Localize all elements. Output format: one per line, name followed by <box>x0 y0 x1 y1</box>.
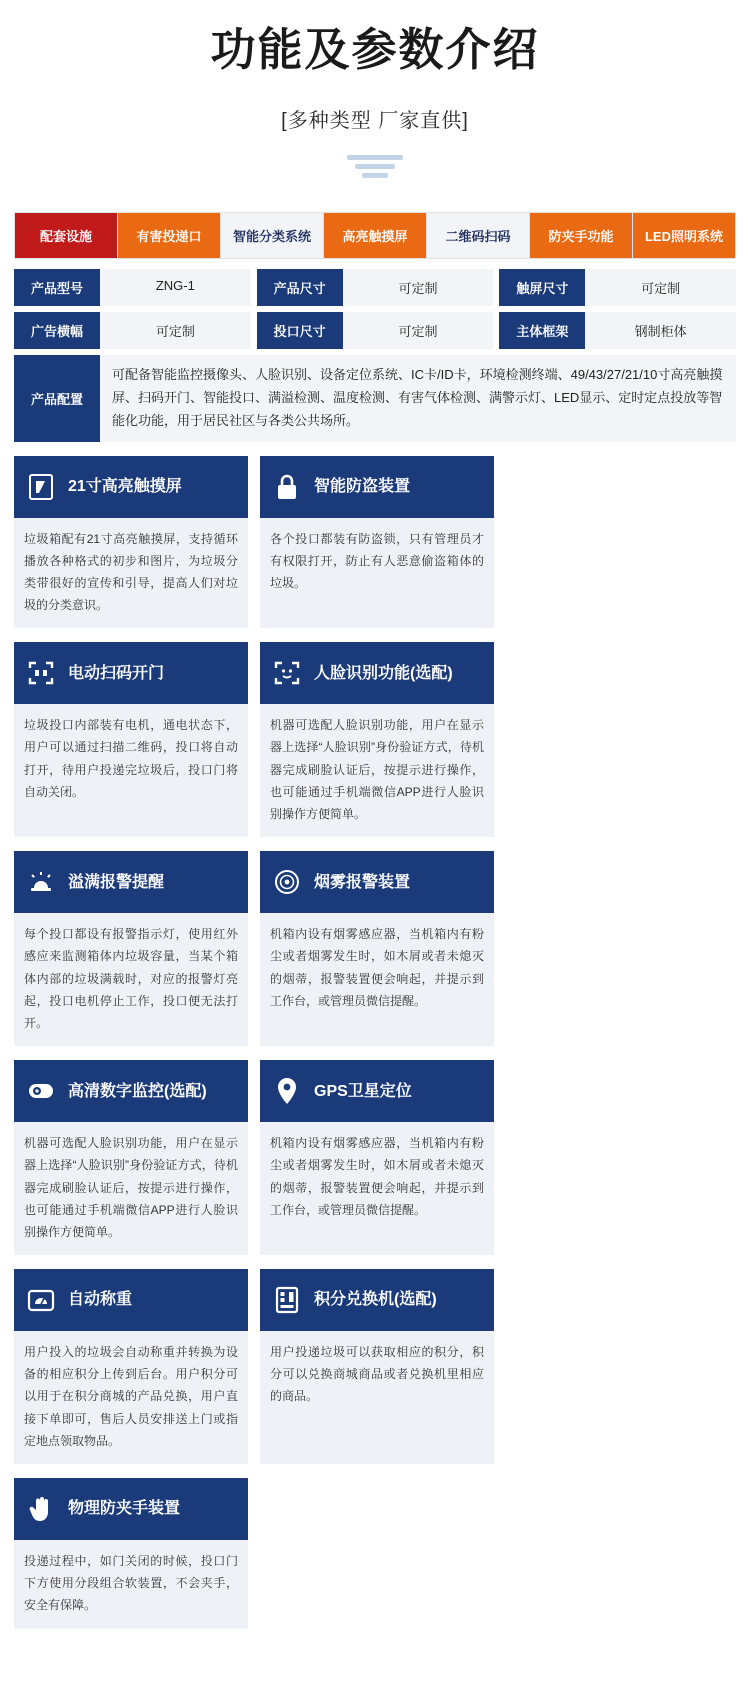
spec-row-1 <box>14 269 736 306</box>
vending-machine-icon <box>270 1283 304 1317</box>
feature-card-header <box>260 1269 494 1331</box>
feature-tag-2: 智能分类系统 <box>221 213 324 258</box>
feature-card <box>14 456 248 629</box>
lock-icon <box>270 470 304 504</box>
feature-card-header <box>260 642 494 704</box>
spec-table <box>14 269 736 441</box>
feature-tag-0: 配套设施 <box>15 213 118 258</box>
feature-card-title: 积分兑换机(选配) <box>314 1291 437 1309</box>
feature-card-header <box>260 851 494 913</box>
feature-card-header <box>14 1060 248 1122</box>
face-id-icon <box>270 656 304 690</box>
feature-tag-5: 防夹手功能 <box>530 213 633 258</box>
feature-card <box>260 1060 494 1255</box>
feature-card-header <box>260 456 494 518</box>
spec-item-screen-size <box>499 269 736 306</box>
feature-card-header <box>260 1060 494 1122</box>
screen-icon <box>24 470 58 504</box>
feature-card <box>260 642 494 837</box>
feature-card-header <box>14 1478 248 1540</box>
feature-card-title: 自动称重 <box>68 1291 133 1309</box>
feature-card-body: 每个投口都设有报警指示灯，使用红外感应来监测箱体内垃圾容量，当某个箱体内部的垃圾满载时，对应的报警灯亮起，投口电机停止工作，投口便无法打开。 <box>24 927 238 1030</box>
page-subtitle: [多种类型 厂家直供] <box>281 110 469 133</box>
spec-key: 产品型号 <box>14 269 100 306</box>
feature-card <box>14 1478 248 1629</box>
feature-card-title: 高清数字监控(选配) <box>68 1082 207 1100</box>
spec-item-banner <box>14 312 251 349</box>
feature-card-title: 人脸识别功能(选配) <box>314 664 453 682</box>
feature-card <box>14 1060 248 1255</box>
spec-item-configuration <box>14 355 736 441</box>
feature-card-body: 投递过程中，如门关闭的时候，投口门下方使用分段组合软装置，不会夹手，安全有保障。 <box>24 1554 238 1613</box>
feature-card-body: 机器可选配人脸识别功能，用户在显示器上选择“人脸识别”身份验证方式，待机器完成刷脸认证后，按提示进行操作，也可能通过手机端微信APP进行人脸识别操作方便简单。 <box>24 1136 238 1239</box>
spec-item-opening-size <box>257 312 494 349</box>
spec-item-frame <box>499 312 736 349</box>
scale-icon <box>24 1283 58 1317</box>
feature-card <box>14 1269 248 1464</box>
feature-card-header <box>14 642 248 704</box>
feature-card-body: 用户投入的垃圾会自动称重并转换为设备的相应积分上传到后台。用户积分可以用于在积分商城的产品兑换，用户直接下单即可，售后人员安排送上门或指定地点领取物品。 <box>24 1345 238 1448</box>
feature-card-title: 智能防盗装置 <box>314 477 411 495</box>
feature-card <box>260 456 494 629</box>
spec-item-product-size <box>257 269 494 306</box>
spec-key: 投口尺寸 <box>257 312 343 349</box>
spec-key: 触屏尺寸 <box>499 269 585 306</box>
feature-card-body: 各个投口都装有防盗锁，只有管理员才有权限打开，防止有人恶意偷盗箱体的垃圾。 <box>270 531 484 590</box>
feature-card-body: 机箱内设有烟雾感应器，当机箱内有粉尘或者烟雾发生时，如木屑或者未熄灭的烟蒂，报警装置便会响起，并提示到工作台，或管理员微信提醒。 <box>270 1136 484 1217</box>
spec-value: 可定制 <box>343 312 494 349</box>
feature-tag-6: LED照明系统 <box>633 213 735 258</box>
spec-value: ZNG-1 <box>100 269 251 306</box>
feature-tag-3: 高亮触摸屏 <box>324 213 427 258</box>
feature-tag-strip <box>14 212 736 259</box>
spec-key: 主体框架 <box>499 312 585 349</box>
alarm-light-icon <box>24 865 58 899</box>
scan-icon <box>24 656 58 690</box>
feature-card-body: 垃圾箱配有21寸高亮触摸屏，支持循环播放各种格式的初步和图片，为垃圾分类带很好的宣传和引导，提高人们对垃圾的分类意识。 <box>24 531 238 613</box>
feature-card-title: 电动扫码开门 <box>68 664 165 682</box>
spec-key: 产品尺寸 <box>257 269 343 306</box>
feature-tag-4: 二维码扫码 <box>427 213 530 258</box>
smoke-detector-icon <box>270 865 304 899</box>
spec-key: 产品配置 <box>14 355 100 441</box>
spec-row-3 <box>14 355 736 441</box>
cctv-camera-icon <box>24 1074 58 1108</box>
spec-row-2 <box>14 312 736 349</box>
feature-card-title: 溢满报警提醒 <box>68 873 165 891</box>
spec-key: 广告横幅 <box>14 312 100 349</box>
spec-value: 钢制柜体 <box>585 312 736 349</box>
page-title: 功能及参数介绍 <box>210 24 540 75</box>
feature-card-body: 垃圾投口内部装有电机，通电状态下，用户可以通过扫描二维码，投口将自动打开，待用户投递完垃圾后，投口门将自动关闭。 <box>24 718 238 799</box>
spec-value: 可配备智能监控摄像头、人脸识别、设备定位系统、IC卡/ID卡，环境检测终端、49/43/27/21/10寸高亮触摸屏、扫码开门、智能投口、满溢检测、温度检测、有害气体检测、满警示灯、LED显示、定时定点投放等智能化功能，用于居民社区与各类公共场所。 <box>100 355 736 441</box>
feature-card-title: GPS卫星定位 <box>314 1082 412 1100</box>
feature-card <box>14 851 248 1046</box>
feature-card-title: 物理防夹手装置 <box>68 1500 181 1518</box>
feature-tag-1: 有害投递口 <box>118 213 221 258</box>
feature-card-body: 机箱内设有烟雾感应器，当机箱内有粉尘或者烟雾发生时，如木屑或者未熄灭的烟蒂，报警装置便会响起，并提示到工作台，或管理员微信提醒。 <box>270 927 484 1008</box>
feature-card-body: 机器可选配人脸识别功能，用户在显示器上选择“人脸识别”身份验证方式，待机器完成刷脸认证后，按提示进行操作，也可能通过手机端微信APP进行人脸识别操作方便简单。 <box>270 718 484 821</box>
spec-item-model <box>14 269 251 306</box>
divider-ornament <box>347 155 403 178</box>
feature-card <box>14 642 248 837</box>
page-header <box>0 0 750 178</box>
feature-card-header <box>14 851 248 913</box>
feature-card-header <box>14 456 248 518</box>
hand-icon <box>24 1492 58 1526</box>
feature-card-title: 21寸高亮触摸屏 <box>68 477 182 495</box>
feature-card-title: 烟雾报警装置 <box>314 873 411 891</box>
feature-card <box>260 1269 494 1464</box>
feature-card <box>260 851 494 1046</box>
spec-value: 可定制 <box>585 269 736 306</box>
feature-card-grid <box>8 456 742 1643</box>
spec-value: 可定制 <box>343 269 494 306</box>
feature-card-body: 用户投递垃圾可以获取相应的积分，积分可以兑换商城商品或者兑换机里相应的商品。 <box>270 1345 484 1404</box>
spec-value: 可定制 <box>100 312 251 349</box>
feature-card-header <box>14 1269 248 1331</box>
gps-pin-icon <box>270 1074 304 1108</box>
